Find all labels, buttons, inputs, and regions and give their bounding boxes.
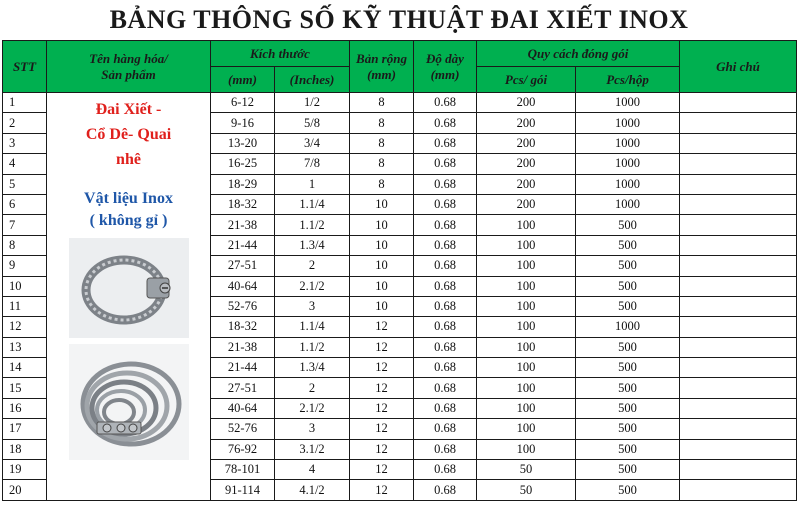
cell-pcs-box: 500 <box>576 439 680 459</box>
cell-size-mm: 16-25 <box>211 154 275 174</box>
cell-pcs-bag: 100 <box>477 337 576 357</box>
cell-note <box>680 276 797 296</box>
cell-pcs-bag: 200 <box>477 194 576 214</box>
cell-thickness: 0.68 <box>414 256 477 276</box>
cell-thickness: 0.68 <box>414 215 477 235</box>
cell-size-mm: 27-51 <box>211 378 275 398</box>
cell-note <box>680 235 797 255</box>
cell-pcs-bag: 100 <box>477 215 576 235</box>
cell-thickness: 0.68 <box>414 378 477 398</box>
cell-pcs-bag: 100 <box>477 419 576 439</box>
cell-stt: 15 <box>3 378 47 398</box>
cell-width: 12 <box>350 398 414 418</box>
cell-thickness: 0.68 <box>414 398 477 418</box>
cell-stt: 19 <box>3 460 47 480</box>
cell-pcs-bag: 200 <box>477 113 576 133</box>
cell-stt: 6 <box>3 194 47 214</box>
cell-note <box>680 378 797 398</box>
cell-thickness: 0.68 <box>414 194 477 214</box>
cell-stt: 5 <box>3 174 47 194</box>
cell-size-inches: 1.3/4 <box>275 358 350 378</box>
product-name-line3: nhê <box>116 151 141 168</box>
cell-size-inches: 1.3/4 <box>275 235 350 255</box>
cell-width: 12 <box>350 317 414 337</box>
cell-pcs-bag: 200 <box>477 133 576 153</box>
cell-size-mm: 52-76 <box>211 296 275 316</box>
cell-stt: 11 <box>3 296 47 316</box>
hose-clamp-photo-icon <box>69 238 189 338</box>
cell-pcs-box: 500 <box>576 419 680 439</box>
cell-stt: 4 <box>3 154 47 174</box>
cell-note <box>680 215 797 235</box>
cell-stt: 20 <box>3 480 47 500</box>
cell-note <box>680 194 797 214</box>
cell-thickness: 0.68 <box>414 133 477 153</box>
cell-size-inches: 2.1/2 <box>275 276 350 296</box>
cell-pcs-box: 1000 <box>576 194 680 214</box>
cell-pcs-box: 500 <box>576 235 680 255</box>
header-size-mm: (mm) <box>211 67 275 93</box>
cell-pcs-box: 500 <box>576 215 680 235</box>
cell-thickness: 0.68 <box>414 317 477 337</box>
cell-size-mm: 6-12 <box>211 93 275 113</box>
table-title: BẢNG THÔNG SỐ KỸ THUẬT ĐAI XIẾT INOX <box>109 5 689 34</box>
cell-width: 12 <box>350 460 414 480</box>
cell-thickness: 0.68 <box>414 439 477 459</box>
cell-pcs-box: 1000 <box>576 154 680 174</box>
cell-note <box>680 256 797 276</box>
cell-thickness: 0.68 <box>414 419 477 439</box>
cell-size-mm: 21-44 <box>211 358 275 378</box>
cell-pcs-box: 1000 <box>576 317 680 337</box>
header-product-line2: Sản phẩm <box>101 66 156 82</box>
header-product-line1: Tên hàng hóa/ <box>89 50 168 66</box>
cell-size-inches: 3 <box>275 419 350 439</box>
cell-pcs-box: 500 <box>576 256 680 276</box>
cell-pcs-bag: 100 <box>477 256 576 276</box>
cell-stt: 8 <box>3 235 47 255</box>
cell-pcs-bag: 100 <box>477 317 576 337</box>
cell-size-mm: 91-114 <box>211 480 275 500</box>
cell-thickness: 0.68 <box>414 154 477 174</box>
header-size: Kích thước <box>211 41 350 67</box>
cell-pcs-box: 500 <box>576 460 680 480</box>
cell-width: 8 <box>350 113 414 133</box>
cell-note <box>680 113 797 133</box>
cell-size-mm: 52-76 <box>211 419 275 439</box>
cell-pcs-bag: 100 <box>477 276 576 296</box>
cell-thickness: 0.68 <box>414 93 477 113</box>
cell-stt: 7 <box>3 215 47 235</box>
header-thickness-line2: (mm) <box>430 66 460 82</box>
cell-size-inches: 5/8 <box>275 113 350 133</box>
cell-stt: 1 <box>3 93 47 113</box>
cell-note <box>680 337 797 357</box>
cell-stt: 3 <box>3 133 47 153</box>
cell-width: 10 <box>350 215 414 235</box>
cell-stt: 13 <box>3 337 47 357</box>
cell-size-mm: 18-32 <box>211 317 275 337</box>
cell-pcs-bag: 100 <box>477 378 576 398</box>
cell-size-mm: 27-51 <box>211 256 275 276</box>
product-name <box>47 97 210 172</box>
cell-size-mm: 76-92 <box>211 439 275 459</box>
cell-pcs-bag: 200 <box>477 93 576 113</box>
cell-thickness: 0.68 <box>414 480 477 500</box>
cell-note <box>680 133 797 153</box>
cell-note <box>680 174 797 194</box>
cell-width: 10 <box>350 235 414 255</box>
cell-pcs-bag: 100 <box>477 296 576 316</box>
cell-pcs-box: 500 <box>576 276 680 296</box>
cell-size-inches: 1.1/2 <box>275 337 350 357</box>
cell-stt: 16 <box>3 398 47 418</box>
cell-pcs-box: 1000 <box>576 113 680 133</box>
cell-size-mm: 13-20 <box>211 133 275 153</box>
cell-thickness: 0.68 <box>414 276 477 296</box>
cell-size-mm: 40-64 <box>211 398 275 418</box>
cell-note <box>680 93 797 113</box>
cell-pcs-bag: 100 <box>477 358 576 378</box>
cell-size-mm: 21-44 <box>211 235 275 255</box>
cell-width: 12 <box>350 378 414 398</box>
cell-stt: 9 <box>3 256 47 276</box>
cell-size-inches: 1.1/4 <box>275 194 350 214</box>
header-product <box>47 41 211 93</box>
cell-pcs-bag: 50 <box>477 480 576 500</box>
cell-thickness: 0.68 <box>414 358 477 378</box>
header-thickness <box>414 41 477 93</box>
product-name-line2: Cổ Dê- Quai <box>85 126 172 143</box>
table-row <box>3 93 797 113</box>
cell-size-inches: 1 <box>275 174 350 194</box>
product-material-line1: Vật liệu Inox <box>84 190 173 207</box>
cell-width: 8 <box>350 174 414 194</box>
cell-thickness: 0.68 <box>414 235 477 255</box>
cell-pcs-bag: 100 <box>477 235 576 255</box>
header-size-inches: (Inches) <box>275 67 350 93</box>
cell-stt: 18 <box>3 439 47 459</box>
cell-thickness: 0.68 <box>414 174 477 194</box>
cell-pcs-bag: 200 <box>477 154 576 174</box>
cell-note <box>680 154 797 174</box>
cell-size-mm: 18-29 <box>211 174 275 194</box>
cell-size-mm: 40-64 <box>211 276 275 296</box>
cell-size-inches: 2.1/2 <box>275 398 350 418</box>
cell-pcs-bag: 100 <box>477 439 576 459</box>
product-name-line1: Đai Xiết - <box>95 101 162 118</box>
header-pcs-bag: Pcs/ gói <box>477 67 576 93</box>
cell-size-inches: 1.1/2 <box>275 215 350 235</box>
spec-table <box>2 40 797 501</box>
product-material <box>47 188 210 232</box>
cell-size-inches: 3/4 <box>275 133 350 153</box>
hose-clamps-stack-photo-icon <box>69 344 189 460</box>
cell-pcs-bag: 100 <box>477 398 576 418</box>
cell-pcs-box: 500 <box>576 337 680 357</box>
cell-note <box>680 317 797 337</box>
cell-width: 12 <box>350 480 414 500</box>
cell-size-inches: 2 <box>275 378 350 398</box>
cell-pcs-box: 500 <box>576 480 680 500</box>
cell-pcs-box: 1000 <box>576 174 680 194</box>
cell-pcs-box: 1000 <box>576 93 680 113</box>
cell-thickness: 0.68 <box>414 460 477 480</box>
header-width <box>350 41 414 93</box>
cell-size-inches: 3.1/2 <box>275 439 350 459</box>
cell-pcs-box: 500 <box>576 296 680 316</box>
cell-size-mm: 21-38 <box>211 215 275 235</box>
cell-width: 8 <box>350 133 414 153</box>
header-width-line1: Bản rộng <box>356 50 407 66</box>
cell-width: 12 <box>350 358 414 378</box>
cell-width: 10 <box>350 276 414 296</box>
cell-width: 10 <box>350 256 414 276</box>
cell-thickness: 0.68 <box>414 337 477 357</box>
cell-size-mm: 9-16 <box>211 113 275 133</box>
cell-width: 12 <box>350 337 414 357</box>
cell-thickness: 0.68 <box>414 113 477 133</box>
table-body <box>3 93 797 501</box>
cell-pcs-box: 500 <box>576 398 680 418</box>
cell-thickness: 0.68 <box>414 296 477 316</box>
cell-stt: 17 <box>3 419 47 439</box>
cell-pcs-box: 1000 <box>576 133 680 153</box>
cell-pcs-box: 500 <box>576 378 680 398</box>
cell-note <box>680 480 797 500</box>
cell-stt: 14 <box>3 358 47 378</box>
cell-note <box>680 398 797 418</box>
cell-size-inches: 4.1/2 <box>275 480 350 500</box>
cell-size-inches: 4 <box>275 460 350 480</box>
cell-size-inches: 1/2 <box>275 93 350 113</box>
cell-note <box>680 439 797 459</box>
cell-width: 12 <box>350 439 414 459</box>
cell-note <box>680 296 797 316</box>
cell-stt: 12 <box>3 317 47 337</box>
header-note: Ghi chú <box>680 41 797 93</box>
cell-pcs-bag: 200 <box>477 174 576 194</box>
cell-width: 12 <box>350 419 414 439</box>
cell-pcs-bag: 50 <box>477 460 576 480</box>
cell-size-mm: 18-32 <box>211 194 275 214</box>
cell-note <box>680 419 797 439</box>
cell-size-mm: 21-38 <box>211 337 275 357</box>
cell-size-inches: 2 <box>275 256 350 276</box>
cell-size-mm: 78-101 <box>211 460 275 480</box>
cell-width: 10 <box>350 296 414 316</box>
cell-size-inches: 7/8 <box>275 154 350 174</box>
header-pcs-box: Pcs/hộp <box>576 67 680 93</box>
cell-width: 8 <box>350 154 414 174</box>
cell-size-inches: 1.1/4 <box>275 317 350 337</box>
cell-width: 8 <box>350 93 414 113</box>
cell-note <box>680 460 797 480</box>
header-thickness-line1: Độ dày <box>426 50 464 66</box>
cell-width: 10 <box>350 194 414 214</box>
header-stt: STT <box>3 41 47 93</box>
cell-stt: 10 <box>3 276 47 296</box>
cell-pcs-box: 500 <box>576 358 680 378</box>
cell-stt: 2 <box>3 113 47 133</box>
cell-size-inches: 3 <box>275 296 350 316</box>
product-material-line2: ( không gỉ ) <box>89 212 168 229</box>
header-packing: Quy cách đóng gói <box>477 41 680 67</box>
product-cell <box>47 93 211 501</box>
header-width-line2: (mm) <box>367 66 396 82</box>
cell-note <box>680 358 797 378</box>
